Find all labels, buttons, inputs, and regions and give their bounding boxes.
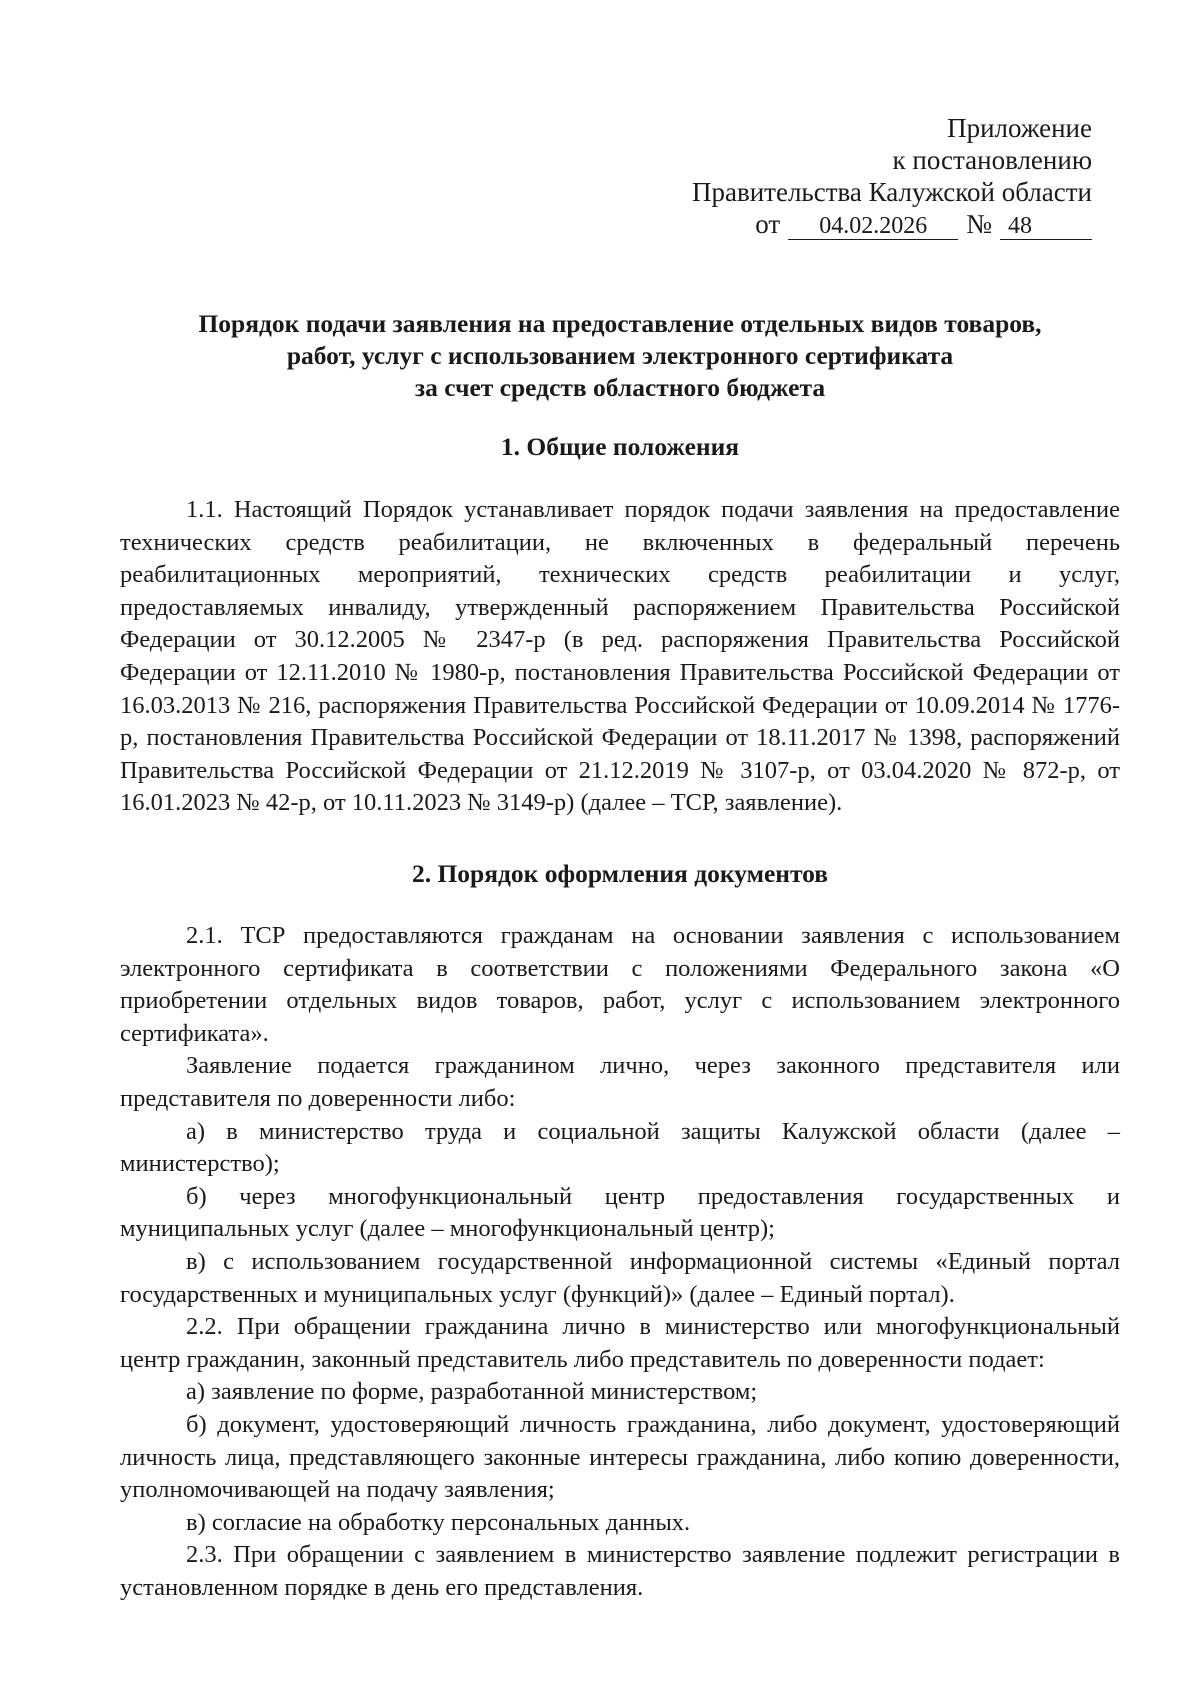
document-title xyxy=(115,308,1125,404)
paragraph-2-1-submission: Заявление подается гражданином лично, через законного представителя или представителя по доверенности либо: xyxy=(120,1052,1120,1112)
section-1-body xyxy=(120,494,1120,820)
appendix-title: Приложение xyxy=(947,113,1092,143)
paragraph-2-3: 2.3. При обращении с заявлением в министерство заявление подлежит регистрации в установленном порядке в день его представления. xyxy=(120,1541,1120,1601)
paragraph-2-1-c: в) с использованием государственной информационной системы «Единый портал государственных и муниципальных услуг (функций)» (далее – Единый портал). xyxy=(120,1247,1120,1308)
date-label: от xyxy=(755,209,781,239)
paragraph-2-2-c: в) согласие на обработку персональных данных. xyxy=(186,1508,691,1536)
paragraph-2-2-b: б) документ, удостоверяющий личность гражданина, либо документ, удостоверяющий личность лица, представляющего законные интересы гражданина, либо копию доверенности, уполномочивающей на подачу заявления; xyxy=(120,1410,1120,1504)
appendix-date-line xyxy=(692,208,1092,240)
appendix-block xyxy=(692,112,1092,240)
title-line-2: работ, услуг с использованием электронного сертификата xyxy=(286,341,954,370)
number-label: № xyxy=(966,209,992,239)
paragraph-2-1: 2.1. ТСР предоставляются гражданам на основании заявления с использованием электронного сертификата в соответствии с положениями Федерального закона «О приобретении отдельных видов товаров, работ, услуг с использованием электронного сертификата». xyxy=(120,922,1120,1047)
paragraph-1-1: 1.1. Настоящий Порядок устанавливает порядок подачи заявления на предоставление технических средств реабилитации, не включенных в федеральный перечень реабилитационных мероприятий, технических средств реабилитации и услуг, предоставляемых инвалиду, утвержденный распоряжением Правительства Российской Федерации от 30.12.2005 № 2347-р (в ред. распоряжения Правительства Российской Федерации от 12.11.2010 № 1980-р, постановления Правительства Российской Федерации от 16.03.2013 № 216, распоряжения Правительства Российской Федерации от 10.09.2014 № 1776-р, постановления Правительства Российской Федерации от 18.11.2017 № 1398, распоряжений Правительства Российской Федерации от 21.12.2019 № 3107-р, от 03.04.2020 № 872-р, от 16.01.2023 № 42-р, от 10.11.2023 № 3149-р) (далее – ТСР, заявление). xyxy=(120,496,1120,817)
title-line-3: за счет средств областного бюджета xyxy=(414,373,826,402)
appendix-authority: Правительства Калужской области xyxy=(691,177,1092,207)
section-2-body xyxy=(120,920,1120,1604)
paragraph-2-2: 2.2. При обращении гражданина лично в министерство или многофункциональный центр гражданин, законный представитель либо представитель по доверенности подает: xyxy=(120,1313,1120,1373)
section-2-heading: 2. Порядок оформления документов xyxy=(411,859,829,888)
appendix-subtitle: к постановлению xyxy=(892,145,1092,175)
paragraph-2-1-a: а) в министерство труда и социальной защиты Калужской области (далее – министерство); xyxy=(120,1117,1120,1178)
paragraph-2-1-b: б) через многофункциональный центр предоставления государственных и муниципальных услуг (далее – многофункциональный центр); xyxy=(120,1182,1120,1243)
paragraph-2-2-a: а) заявление по форме, разработанной министерством; xyxy=(186,1378,758,1406)
title-line-1: Порядок подачи заявления на предоставление отдельных видов товаров, xyxy=(198,309,1042,338)
number-value: 48 xyxy=(1000,213,1092,240)
section-1-heading: 1. Общие положения xyxy=(500,432,740,461)
date-value: 04.02.2026 xyxy=(788,213,958,240)
